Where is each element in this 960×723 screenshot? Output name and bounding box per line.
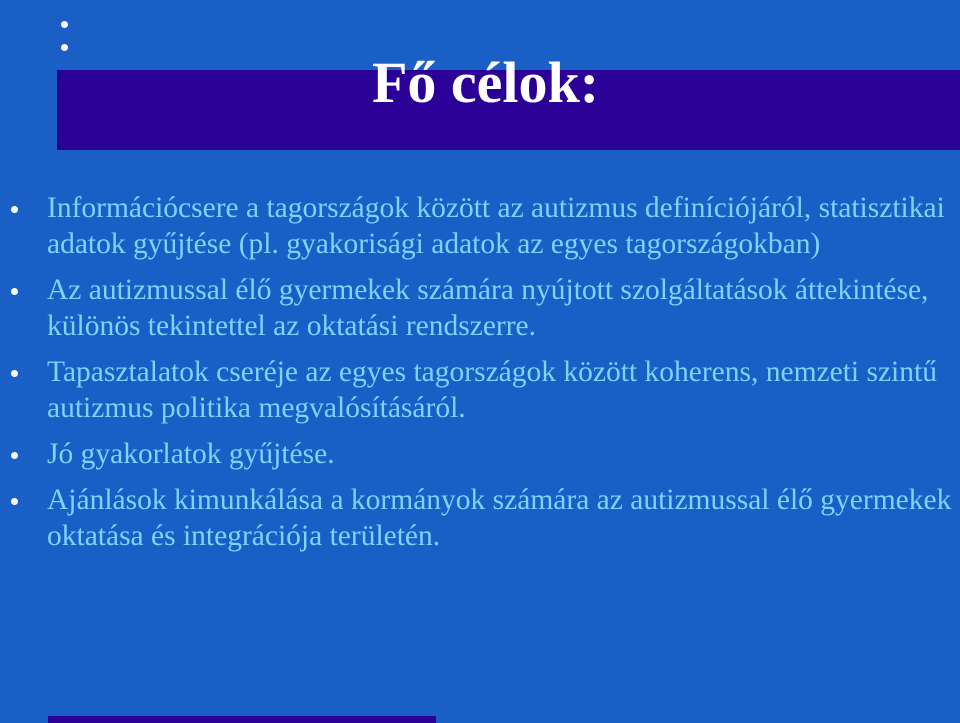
bullet-item [10,190,955,262]
bullet-text: Jó gyakorlatok gyűjtése. [47,438,335,470]
bullet-item [10,436,955,472]
bullet-icon [11,452,18,459]
bullet-icon [11,288,18,295]
bullet-item [10,272,955,344]
bullet-text: Információcsere a tagországok között az autizmus definíciójáról, statisztikai adatok gyűjtése (pl. gyakorisági adatok az egyes tagországokban) [47,192,945,260]
bullet-list [10,190,955,564]
decorative-dot-1 [61,21,68,28]
bullet-icon [11,370,18,377]
bullet-text: Tapasztalatok cseréje az egyes tagországok között koherens, nemzeti szintű autizmus politika megvalósításáról. [47,356,937,424]
bullet-icon [11,206,18,213]
bullet-text: Ajánlások kimunkálása a kormányok számára az autizmussal élő gyermekek oktatása és integrációja területén. [47,484,952,552]
bullet-item [10,354,955,426]
bottom-accent-bar [48,716,436,723]
decorative-dot-2 [61,44,68,51]
slide-title: Fő célok: [372,50,600,115]
bullet-text: Az autizmussal élő gyermekek számára nyújtott szolgáltatások áttekintése, különös tekintettel az oktatási rendszerre. [47,274,929,342]
bullet-item [10,482,955,554]
bullet-icon [11,498,18,505]
